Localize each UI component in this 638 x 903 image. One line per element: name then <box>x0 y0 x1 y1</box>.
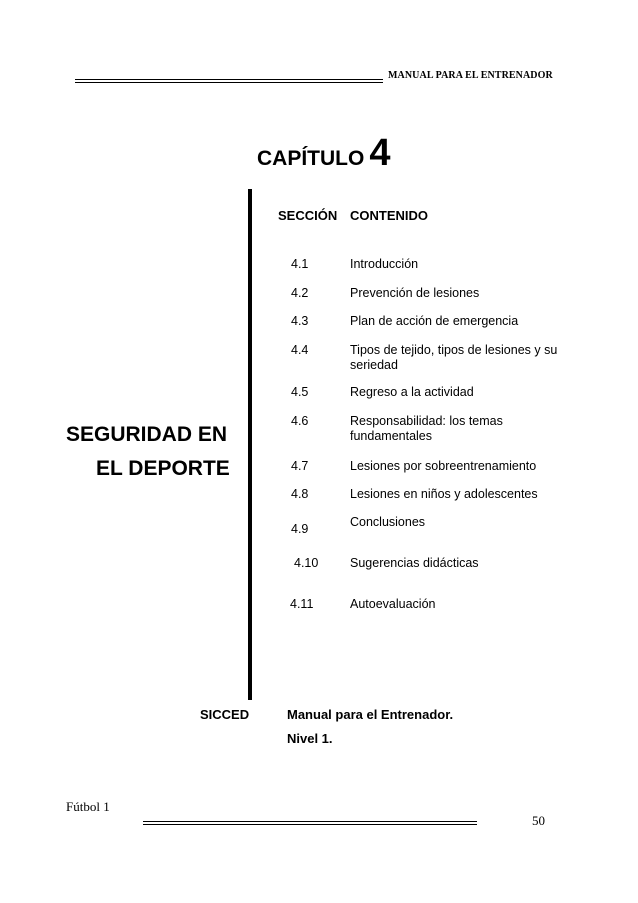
manual-level: Nivel 1. <box>287 731 333 746</box>
section-number: 4.3 <box>291 314 309 328</box>
section-number: 4.4 <box>291 343 309 357</box>
footer-sport: Fútbol 1 <box>66 799 110 814</box>
section-number: 4.9 <box>291 522 309 536</box>
side-title-line-2: EL DEPORTE <box>96 457 230 480</box>
chapter-word: CAPÍTULO <box>257 147 365 170</box>
section-number: 4.1 <box>291 257 309 271</box>
section-title: Lesiones en niños y adolescentes <box>350 487 538 501</box>
chapter-heading <box>257 132 390 175</box>
chapter-number: 4 <box>369 132 391 174</box>
section-number: 4.11 <box>290 597 314 611</box>
section-number: 4.2 <box>291 286 309 300</box>
section-number: 4.6 <box>291 414 309 428</box>
side-title-line-1: SEGURIDAD EN <box>66 423 228 446</box>
section-title: Tipos de tejido, tipos de lesiones y su seriedad <box>350 343 558 372</box>
section-title: Autoevaluación <box>350 597 436 611</box>
running-header: MANUAL PARA EL ENTRENADOR <box>388 70 553 81</box>
section-title: Lesiones por sobreentrenamiento <box>350 459 537 473</box>
section-number: 4.5 <box>291 385 309 399</box>
section-number: 4.10 <box>294 556 319 570</box>
section-title: Regreso a la actividad <box>350 385 474 399</box>
footer-rule <box>143 821 477 825</box>
section-title: Plan de acción de emergencia <box>350 314 519 328</box>
organization-label: SICCED <box>200 707 250 722</box>
vertical-divider <box>248 189 252 700</box>
section-title: Responsabilidad: los temas fundamentales <box>350 414 503 443</box>
header-rule <box>75 79 383 83</box>
manual-title: Manual para el Entrenador. <box>287 707 454 722</box>
section-number: 4.7 <box>291 459 309 473</box>
section-title: Prevención de lesiones <box>350 286 480 300</box>
column-header-content: CONTENIDO <box>350 208 428 223</box>
section-title: Conclusiones <box>350 515 426 529</box>
page-number: 50 <box>532 813 545 828</box>
section-title: Sugerencias didácticas <box>350 556 479 570</box>
section-number: 4.8 <box>291 487 309 501</box>
section-title: Introducción <box>350 257 419 271</box>
column-header-section: SECCIÓN <box>278 208 338 223</box>
